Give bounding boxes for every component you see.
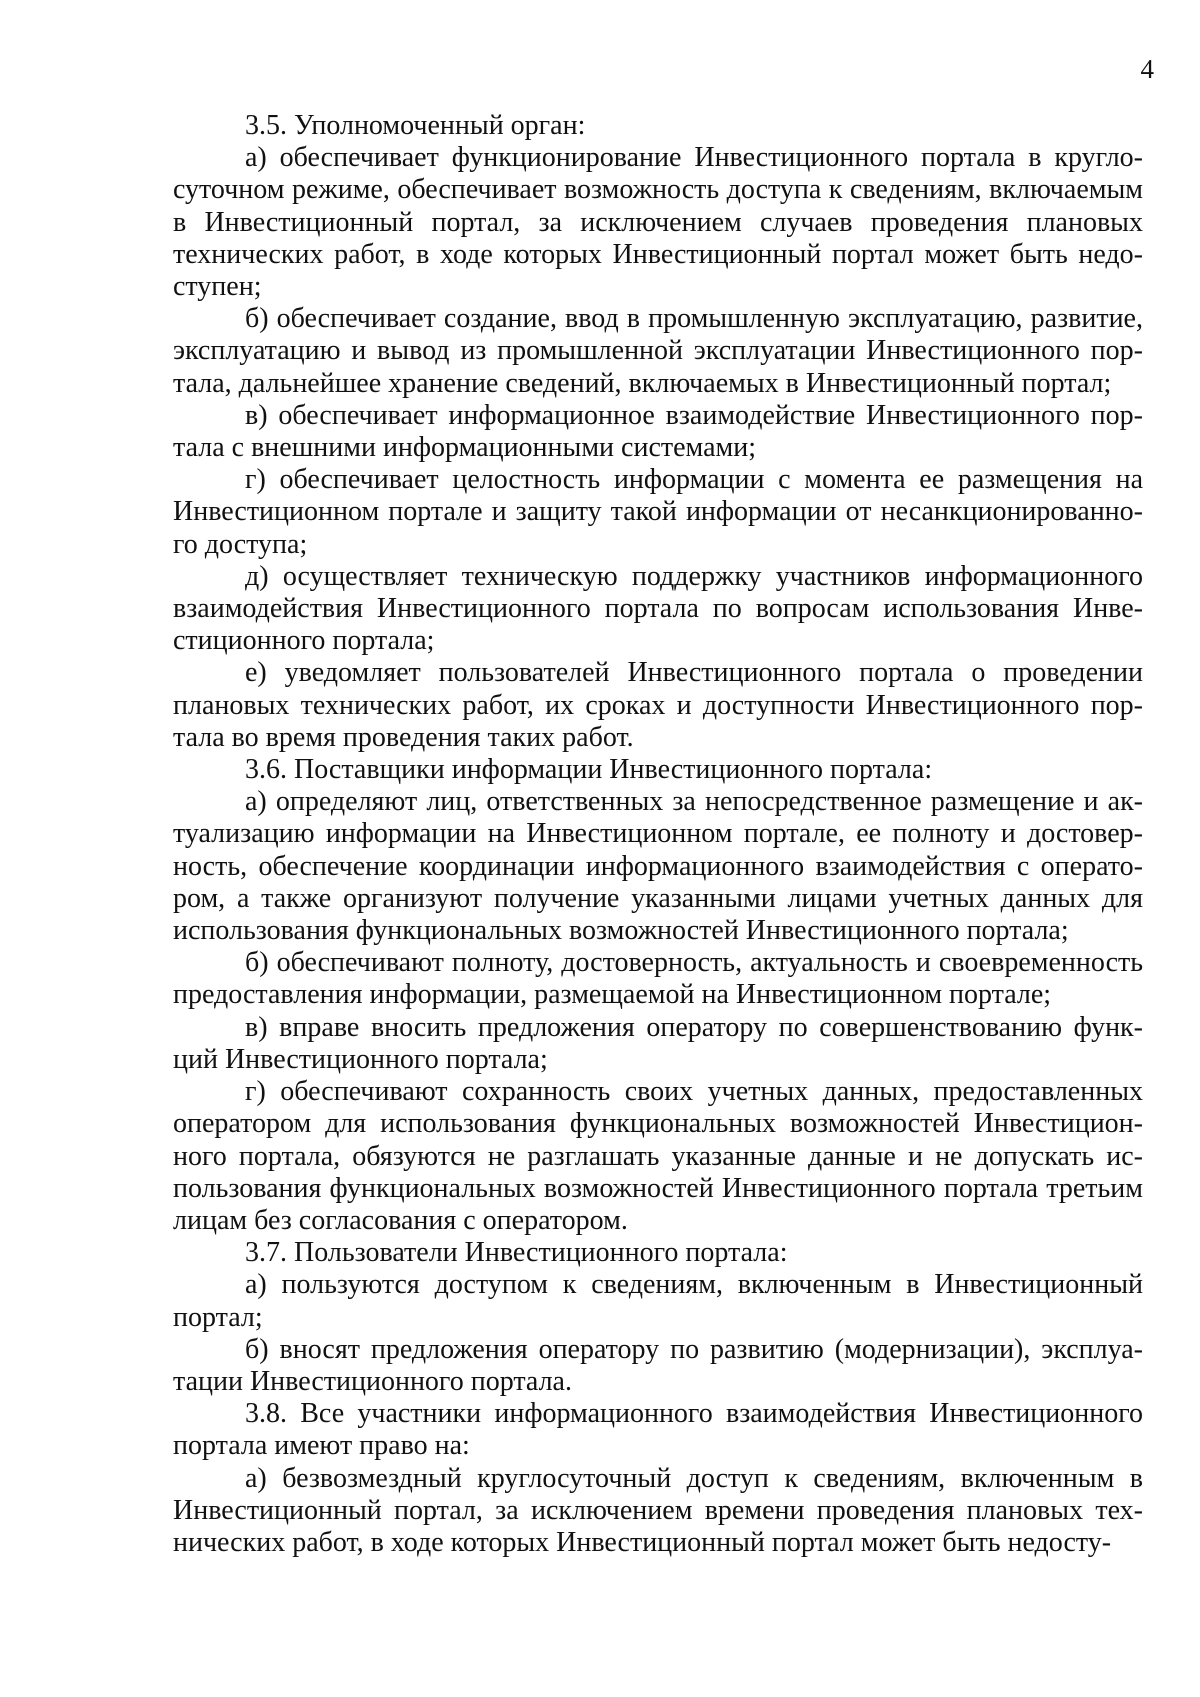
section-heading-3-8: 3.8. Все участники информационного взаимодействия Инвестиционного портала имеют право на:	[173, 1398, 1143, 1462]
section-heading-3-5: 3.5. Уполномоченный орган:	[245, 110, 586, 141]
paragraph-3-5-e: е) уведомляет пользователей Инвестиционного портала о проведении плановых технических работ, их сроках и доступности Инвестиционного портала во время проведения таких работ.	[173, 657, 1143, 753]
paragraph-3-7-a: а) пользуются доступом к сведениям, включенным в Инвестиционный портал;	[173, 1269, 1143, 1333]
paragraph-3-5-v: в) обеспечивает информационное взаимодействие Инвестиционного портала с внешними информационными системами;	[173, 399, 1143, 464]
document-body	[173, 110, 1143, 1559]
page-number: 4	[1140, 54, 1154, 84]
paragraph-3-6-g: г) обеспечивают сохранность своих учетных данных, предоставленных оператором для использования функциональных возможностей Инвестиционного портала, обязуются не разглашать указанные данные и не допускать использования функциональных возможностей Инвестиционного портала третьим лицам без согласования с оператором.	[173, 1076, 1143, 1236]
paragraph-3-5-d: д) осуществляет техническую поддержку участников информационного взаимодействия Инвестиционного портала по вопросам использования Инвестиционного портала;	[173, 560, 1143, 657]
section-heading-3-6: 3.6. Поставщики информации Инвестиционного портала:	[245, 754, 933, 786]
paragraph-3-7-b: б) вносят предложения оператору по развитию (модернизации), эксплуатации Инвестиционного портала.	[173, 1333, 1143, 1397]
paragraph-3-5-b: б) обеспечивает создание, ввод в промышленную эксплуатацию, развитие, эксплуатацию и вывод из промышленной эксплуатации Инвестиционного портала, дальнейшее хранение сведений, включаемых в Инвестиционный портал;	[173, 303, 1143, 399]
paragraph-3-6-b: б) обеспечивают полноту, достоверность, актуальность и своевременность предоставления информации, размещаемой на Инвестиционном портале;	[173, 947, 1143, 1011]
paragraph-3-8-a: а) безвозмездный круглосуточный доступ к сведениям, включенным в Инвестиционный портал, за исключением времени проведения плановых технических работ, в ходе которых Инвестиционный портал может быть недосту-	[173, 1462, 1143, 1558]
section-heading-3-7: 3.7. Пользователи Инвестиционного портала:	[245, 1237, 788, 1269]
paragraph-3-5-a: а) обеспечивает функционирование Инвестиционного портала в круглосуточном режиме, обеспечивает возможность доступа к сведениям, включаемым в Инвестиционный портал, за исключением случаев проведения плановых технических работ, в ходе которых Инвестиционный портал может быть недоступен;	[173, 142, 1143, 303]
paragraph-3-5-g: г) обеспечивает целостность информации с момента ее размещения на Инвестиционном портале и защиту такой информации от несанкционированного доступа;	[173, 464, 1143, 560]
paragraph-3-6-a: а) определяют лиц, ответственных за непосредственное размещение и актуализацию информации на Инвестиционном портале, ее полноту и достоверность, обеспечение координации информационного взаимодействия с оператором, а также организуют получение указанными лицами учетных данных для использования функциональных возможностей Инвестиционного портала;	[173, 786, 1143, 947]
paragraph-3-6-v: в) вправе вносить предложения оператору по совершенствованию функций Инвестиционного портала;	[173, 1011, 1143, 1075]
